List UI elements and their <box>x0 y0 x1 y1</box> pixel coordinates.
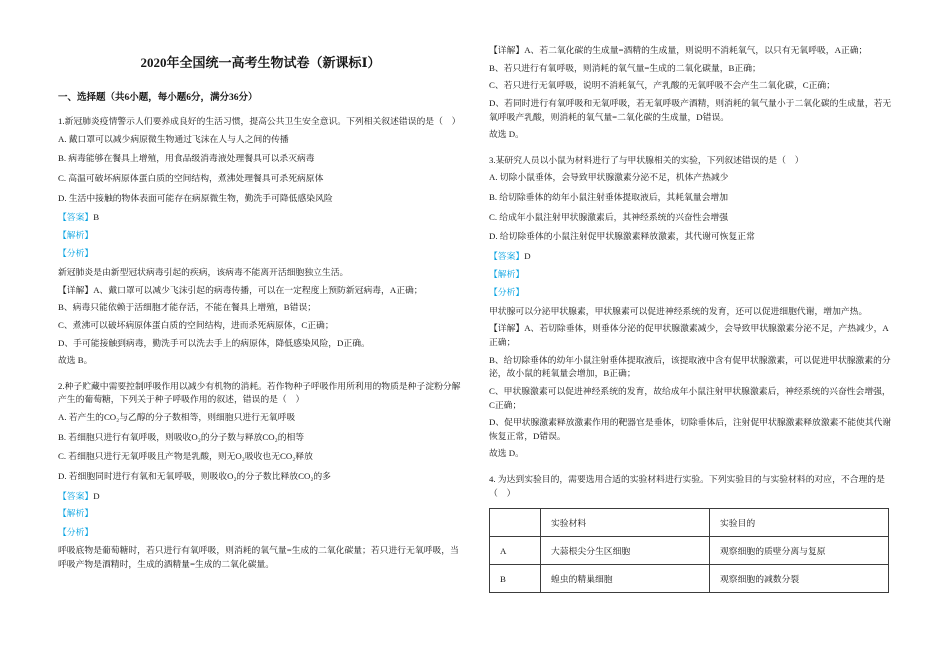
left-column <box>58 44 463 593</box>
option-line: D. 生活中接触的物体表面可能存在病原微生物，勤洗手可降低感染风险 <box>58 192 333 203</box>
table-cell: 蝗虫的精巢细胞 <box>541 565 710 593</box>
paragraph: B、病毒只能依赖于活细胞才能存活，不能在餐具上增殖，B错误； <box>58 302 317 313</box>
section-marker: 【分析】 <box>58 248 94 259</box>
option-line: B. 病毒能够在餐具上增殖，用食品级消毒液处理餐具可以杀灭病毒 <box>58 153 315 164</box>
option-line: A. 若产生的CO₂与乙醇的分子数相等，则细胞只进行无氧呼吸 <box>58 412 296 422</box>
option-line: C. 高温可破坏病原体蛋白质的空间结构，煮沸处理餐具可杀死病原体 <box>58 172 324 183</box>
paragraph: C、若只进行无氧呼吸，说明不消耗氧气，产乳酸的无氧呼吸不会产生二氧化碳，C正确； <box>489 80 836 91</box>
table-header-row <box>490 509 889 537</box>
option-line: C. 若细胞只进行无氧呼吸且产物是乳酸，则无O₂吸收也无CO₂释放 <box>58 451 313 462</box>
right-column <box>489 44 894 593</box>
experiment-table <box>489 508 889 593</box>
question-stem: 3.某研究人员以小鼠为材料进行了与甲状腺相关的实验，下列叙述错误的是（ ） <box>489 154 804 165</box>
option-line: D. 给切除垂体的小鼠注射促甲状腺激素释放激素，其代谢可恢复正常 <box>489 231 755 242</box>
paragraph: 甲状腺可以分泌甲状腺素，甲状腺素可以促进神经系统的发育，还可以促进细胞代谢，增加产热。 <box>489 305 868 316</box>
paragraph: B、若只进行有氧呼吸，则消耗的氧气量=生成的二氧化碳量，B正确； <box>489 62 761 73</box>
table-cell: 观察细胞的减数分裂 <box>710 565 889 593</box>
table-header-cell: 实验目的 <box>710 509 889 537</box>
answer-value: D <box>93 490 100 501</box>
answer-value: B <box>93 212 100 223</box>
question-stem: 1.新冠肺炎疫情警示人们要养成良好的生活习惯，提高公共卫生安全意识。下列相关叙述错误的是（ ） <box>58 116 461 126</box>
paragraph: 【详解】A、戴口罩可以减少飞沫引起的病毒传播，可以在一定程度上预防新冠病毒，A正确； <box>58 284 423 295</box>
table-row <box>490 565 889 593</box>
table-header-cell <box>490 509 541 537</box>
paragraph: D、若同时进行有氧呼吸和无氧呼吸，若无氧呼吸产酒精，则消耗的氧气量小于二氧化碳的生成量，若无氧呼吸产乳酸，则消耗的氧气量=二氧化碳的生成量，D错误。 <box>489 97 892 122</box>
answer-marker: 【答案】 <box>58 490 94 501</box>
paragraph: D、手可能接触到病毒，勤洗手可以洗去手上的病原体，降低感染风险，D正确。 <box>58 337 370 348</box>
answer-conclusion: 故选 D。 <box>489 448 524 459</box>
section-marker: 【分析】 <box>489 287 525 298</box>
answer-line <box>58 211 463 225</box>
table-cell: 大蒜根尖分生区细胞 <box>541 537 710 565</box>
question-stem: 2.种子贮藏中需要控制呼吸作用以减少有机物的消耗。若作物种子呼吸作用所利用的物质是种子淀粉分解产生的葡萄糖，下列关于种子呼吸作用的叙述，错误的是（ ） <box>58 380 461 405</box>
paragraph: 【详解】A、若切除垂体，则垂体分泌的促甲状腺激素减少，会导致甲状腺激素分泌不足，产热减少，A正确； <box>489 323 889 347</box>
document-title: 2020年全国统一高考生物试卷（新课标Ⅰ） <box>140 55 381 70</box>
answer-line <box>58 490 463 504</box>
paragraph: C、甲状腺激素可以促进神经系统的发育，故给成年小鼠注射甲状腺激素后，神经系统的兴奋性会增强，C正确； <box>489 385 891 410</box>
paragraph: B、给切除垂体的幼年小鼠注射垂体提取液后，该提取液中含有促甲状腺激素，可以促进甲状腺激素的分泌，故小鼠的耗氧量会增加，B正确； <box>489 354 891 379</box>
option-line: B. 若细胞只进行有氧呼吸，则吸收O₂的分子数与释放CO₂的相等 <box>58 431 305 442</box>
section-marker: 【解析】 <box>58 229 94 240</box>
section-marker: 【解析】 <box>58 508 94 519</box>
question-stem: 4. 为达到实验目的，需要选用合适的实验材料进行实验。下列实验目的与实验材料的对应，不合理的是（ ） <box>489 474 885 498</box>
answer-conclusion: 故选 B。 <box>58 355 93 366</box>
paragraph: D、促甲状腺激素释放激素作用的靶器官是垂体，切除垂体后，注射促甲状腺激素释放激素不能使其代谢恢复正常，D错误。 <box>489 417 892 441</box>
table-cell: 观察细胞的质壁分离与复原 <box>710 537 889 565</box>
section-heading: 一、选择题（共6小题，每小题6分，满分36分） <box>58 93 258 103</box>
answer-value: D <box>524 250 531 261</box>
section-marker: 【解析】 <box>489 268 525 279</box>
option-line: D. 若细胞同时进行有氧和无氧呼吸，则吸收O₂的分子数比释放CO₂的多 <box>58 470 331 481</box>
answer-line <box>489 250 894 264</box>
answer-conclusion: 故选 D。 <box>489 129 524 140</box>
paragraph: 新冠肺炎是由新型冠状病毒引起的疾病，该病毒不能离开活细胞独立生活。 <box>58 267 349 277</box>
paragraph: C、煮沸可以破坏病原体蛋白质的空间结构，进而杀死病原体，C正确； <box>58 319 334 330</box>
answer-marker: 【答案】 <box>489 250 525 261</box>
table-row <box>490 537 889 565</box>
table-cell: A <box>490 537 541 565</box>
paragraph: 呼吸底物是葡萄糖时，若只进行有氧呼吸，则消耗的氧气量=生成的二氧化碳量；若只进行无氧呼吸，当呼吸产物是酒精时，生成的酒精量=生成的二氧化碳量。 <box>58 545 459 569</box>
table-header-cell: 实验材料 <box>541 509 710 537</box>
section-marker: 【分析】 <box>58 526 94 537</box>
table-cell: B <box>490 565 541 593</box>
answer-marker: 【答案】 <box>58 212 94 223</box>
option-line: A. 戴口罩可以减少病原微生物通过飞沫在人与人之间的传播 <box>58 133 289 144</box>
option-line: B. 给切除垂体的幼年小鼠注射垂体提取液后，其耗氧量会增加 <box>489 192 728 202</box>
option-line: A. 切除小鼠垂体，会导致甲状腺激素分泌不足，机体产热减少 <box>489 172 729 183</box>
paragraph: 【详解】A、若二氧化碳的生成量=酒精的生成量，则说明不消耗氧气，以只有无氧呼吸，A正确； <box>489 45 868 55</box>
option-line: C. 给成年小鼠注射甲状腺激素后，其神经系统的兴奋性会增强 <box>489 211 728 222</box>
